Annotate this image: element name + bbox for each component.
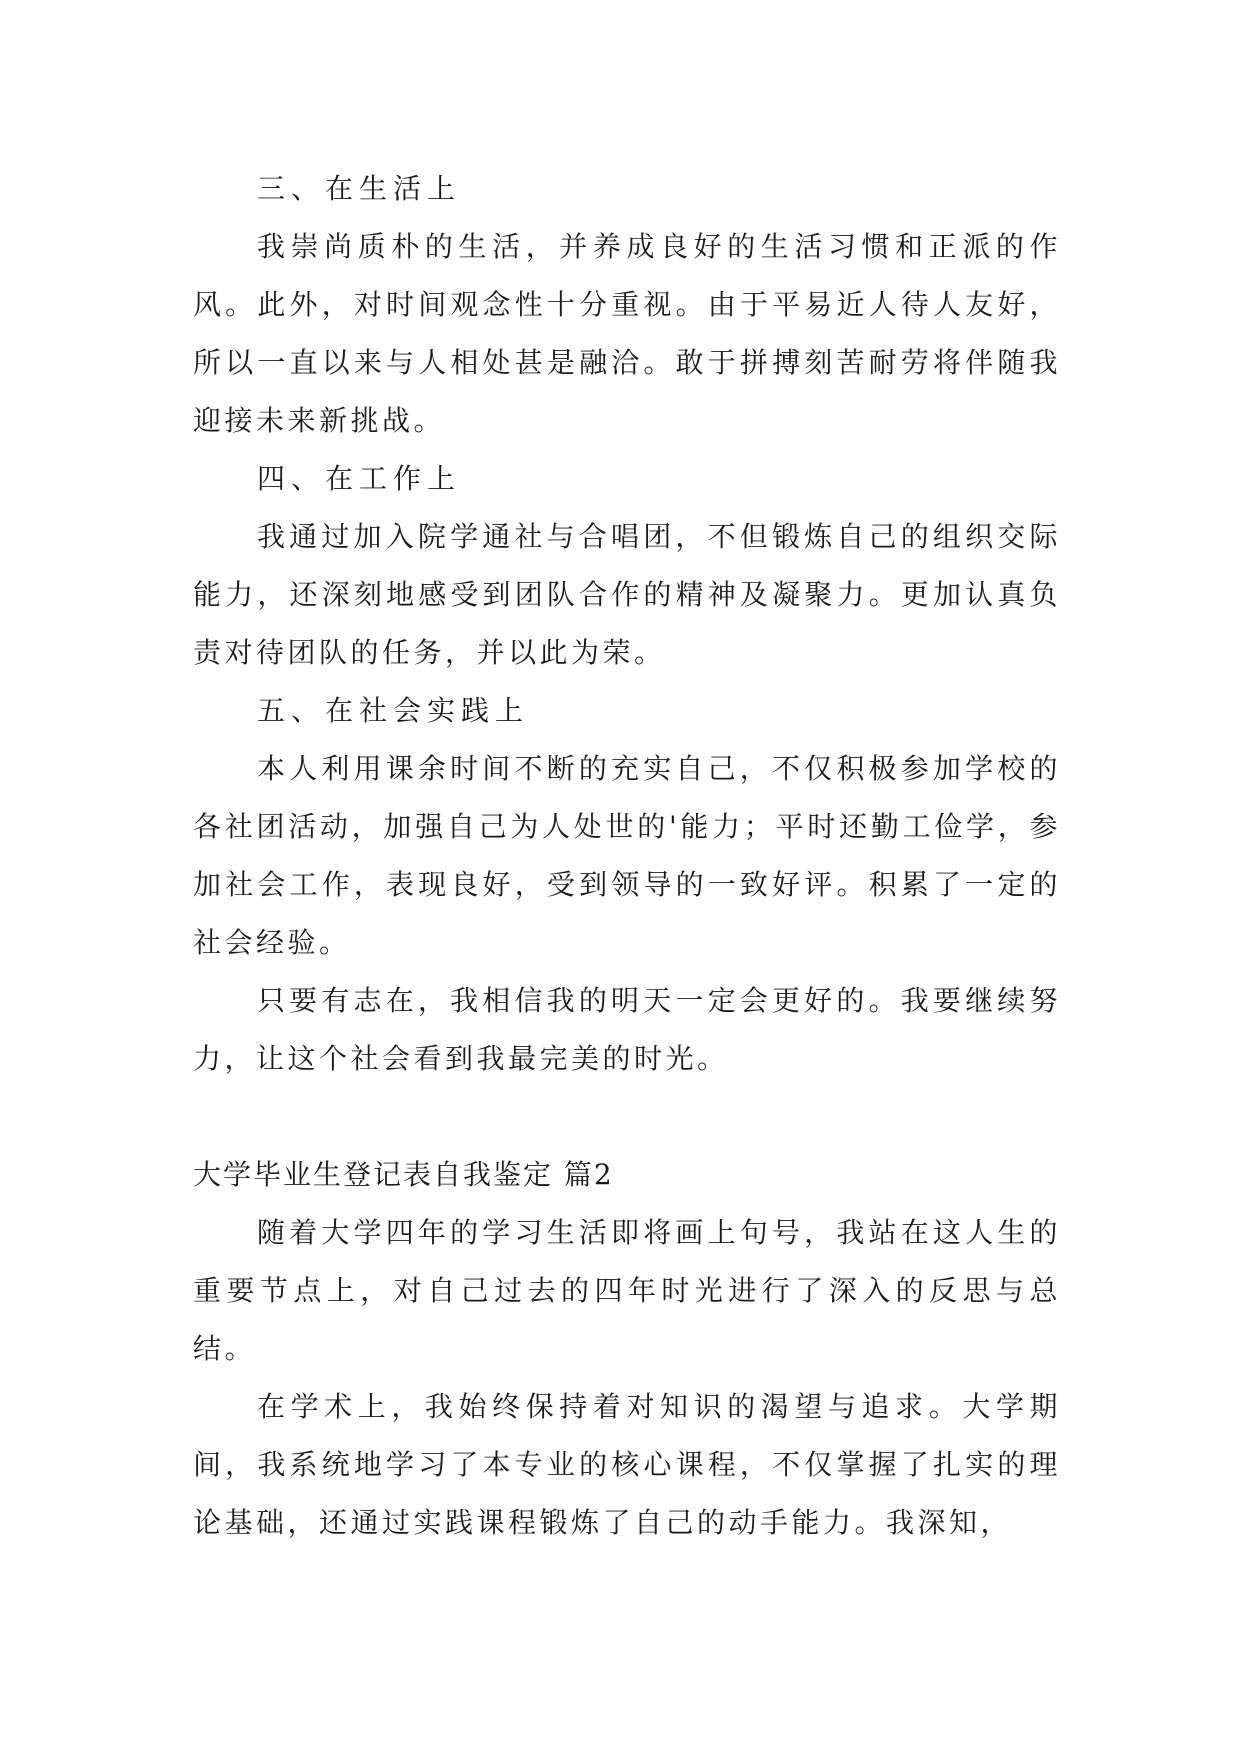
article-2-title: 大学毕业生登记表自我鉴定 篇2	[193, 1158, 614, 1191]
section-gap	[193, 1088, 1061, 1146]
article-2-paragraph: 在学术上，我始终保持着对知识的渴望与追求。大学期间，我系统地学习了本专业的核心课程，不仅掌握了扎实的理论基础，还通过实践课程锻炼了自己的动手能力。我深知，	[193, 1390, 1061, 1539]
section-heading-social-practice: 五、在社会实践上	[257, 694, 530, 727]
document-page	[193, 160, 1061, 1552]
section-body-life: 我崇尚质朴的生活，并养成良好的生活习惯和正派的作风。此外，对时间观念性十分重视。由于平易近人待人友好，所以一直以来与人相处甚是融洽。敢于拼搏刻苦耐劳将伴随我迎接未来新挑战。	[193, 230, 1061, 437]
article-2-paragraph: 随着大学四年的学习生活即将画上句号，我站在这人生的重要节点上，对自己过去的四年时光进行了深入的反思与总结。	[193, 1216, 1061, 1365]
section-heading-life: 三、在生活上	[257, 172, 462, 205]
closing-paragraph: 只要有志在，我相信我的明天一定会更好的。我要继续努力，让这个社会看到我最完美的时光。	[193, 984, 1061, 1075]
section-heading-work: 四、在工作上	[257, 462, 462, 495]
section-body-social-practice: 本人利用课余时间不断的充实自己，不仅积极参加学校的各社团活动，加强自己为人处世的'能力；平时还勤工俭学，参加社会工作，表现良好，受到领导的一致好评。积累了一定的社会经验。	[193, 752, 1061, 959]
section-body-work: 我通过加入院学通社与合唱团，不但锻炼自己的组织交际能力，还深刻地感受到团队合作的精神及凝聚力。更加认真负责对待团队的任务，并以此为荣。	[193, 520, 1061, 669]
